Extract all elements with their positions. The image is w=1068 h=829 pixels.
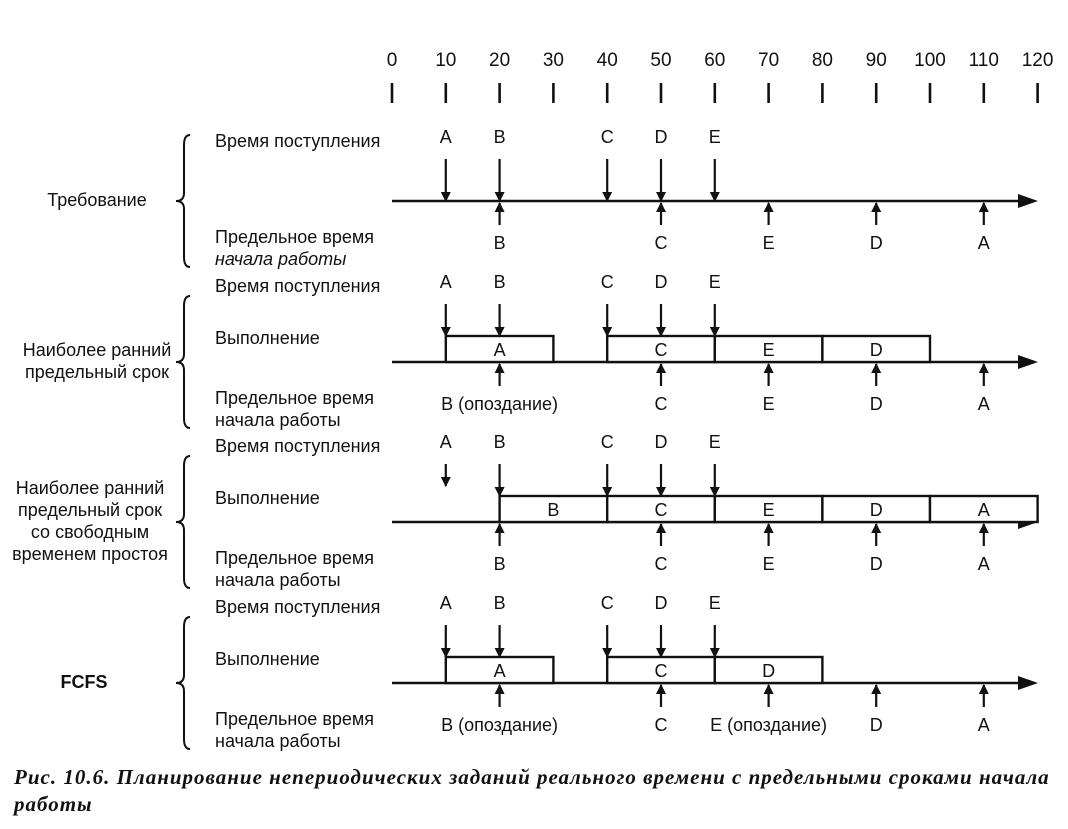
schedule-sections	[12, 127, 1038, 751]
row-label-arrival: Время поступления	[215, 276, 381, 296]
execution-label: D	[762, 661, 776, 681]
arrival-label: D	[654, 432, 668, 452]
arrival-label: C	[600, 272, 614, 292]
arrival-label: D	[654, 272, 668, 292]
execution-label: D	[869, 500, 883, 520]
section-brace	[176, 296, 190, 428]
axis-tick-label: 20	[489, 50, 511, 71]
row-label-deadline: начала работы	[215, 410, 341, 430]
execution-label: E	[762, 500, 775, 520]
row-label-arrival: Время поступления	[215, 597, 381, 617]
section-3	[12, 432, 1038, 590]
arrival-label: D	[654, 127, 668, 147]
group-label: Требование	[47, 190, 147, 210]
deadline-label: B	[493, 554, 506, 574]
arrival-label: A	[439, 127, 452, 147]
arrival-label: E	[708, 593, 721, 613]
execution-label: D	[869, 340, 883, 360]
axis-tick-label: 50	[650, 50, 672, 71]
arrival-label: C	[600, 593, 614, 613]
deadline-label: C	[654, 394, 668, 414]
execution-label: C	[654, 661, 668, 681]
group-label: FCFS	[60, 672, 108, 692]
row-label-arrival: Время поступления	[215, 436, 381, 456]
axis-tick-label: 10	[435, 50, 457, 71]
time-line-arrowhead	[1018, 355, 1038, 369]
row-label-deadline: начала работы	[215, 570, 341, 590]
row-label-deadline: Предельное время	[215, 709, 375, 729]
execution-label: A	[977, 500, 990, 520]
time-axis	[387, 50, 1054, 103]
axis-tick-label: 100	[914, 50, 946, 71]
row-label-execution: Выполнение	[215, 488, 320, 508]
deadline-label: E	[762, 394, 775, 414]
deadline-label: D	[869, 554, 883, 574]
execution-label: E	[762, 340, 775, 360]
arrival-label: B	[493, 432, 506, 452]
section-2	[23, 272, 1038, 430]
group-label: временем простоя	[12, 544, 168, 564]
execution-label: C	[654, 500, 668, 520]
row-label-execution: Выполнение	[215, 328, 320, 348]
execution-label: A	[493, 661, 506, 681]
deadline-label: D	[869, 394, 883, 414]
arrival-label: E	[708, 432, 721, 452]
execution-label: A	[493, 340, 506, 360]
deadline-label: D	[869, 233, 883, 253]
axis-tick-label: 30	[542, 50, 564, 71]
axis-tick-label: 80	[811, 50, 833, 71]
section-brace	[176, 617, 190, 749]
row-label-deadline: Предельное время	[215, 548, 375, 568]
deadline-label: D	[869, 715, 883, 735]
arrival-label: C	[600, 432, 614, 452]
deadline-label: C	[654, 715, 668, 735]
axis-tick-label: 70	[758, 50, 780, 71]
axis-tick-label: 110	[968, 50, 999, 71]
row-label-arrival: Время поступления	[215, 131, 381, 151]
group-label: предельный срок	[18, 500, 162, 520]
execution-label: C	[654, 340, 668, 360]
execution-label: B	[547, 500, 560, 520]
section-brace	[176, 135, 190, 267]
section-1	[47, 127, 1038, 269]
axis-tick-label: 60	[704, 50, 726, 71]
row-label-deadline: Предельное время	[215, 227, 375, 247]
section-brace	[176, 456, 190, 588]
deadline-label: A	[977, 394, 990, 414]
row-label-deadline: Предельное время	[215, 388, 375, 408]
group-label: Наиболее ранний	[22, 340, 172, 360]
deadline-label: A	[977, 554, 990, 574]
group-label: предельный срок	[25, 362, 169, 382]
arrival-label: B	[493, 272, 506, 292]
arrival-label: E	[708, 272, 721, 292]
deadline-label: A	[977, 715, 990, 735]
row-label-execution: Выполнение	[215, 649, 320, 669]
deadline-label: C	[654, 554, 668, 574]
axis-tick-label: 90	[865, 50, 887, 71]
figure-caption: Рис. 10.6. Планирование непериодических заданий реального времени с предельными сроками начала работы	[14, 765, 1050, 816]
lateness-note: B (опоздание)	[441, 394, 559, 414]
axis-tick-label: 120	[1021, 50, 1054, 71]
row-label-deadline: начала работы	[215, 249, 347, 269]
time-line-arrowhead	[1018, 676, 1038, 690]
deadline-label: E	[762, 233, 775, 253]
deadline-label: B	[493, 233, 506, 253]
arrival-label: B	[493, 593, 506, 613]
time-line-arrowhead	[1018, 194, 1038, 208]
row-label-deadline: начала работы	[215, 731, 341, 751]
axis-tick-label: 40	[596, 50, 618, 71]
arrival-label: E	[708, 127, 721, 147]
axis-tick-label: 0	[386, 50, 398, 71]
arrival-label: D	[654, 593, 668, 613]
lateness-note: E (опоздание)	[710, 715, 828, 735]
section-4	[61, 593, 1039, 751]
deadline-label: A	[977, 233, 990, 253]
deadline-label: E	[762, 554, 775, 574]
arrival-label: C	[600, 127, 614, 147]
arrival-label: A	[439, 272, 452, 292]
arrival-label: B	[493, 127, 506, 147]
deadline-label: C	[654, 233, 668, 253]
lateness-note: B (опоздание)	[441, 715, 559, 735]
group-label: со свободным	[30, 522, 150, 542]
arrival-label: A	[439, 593, 452, 613]
group-label: Наиболее ранний	[15, 478, 165, 498]
arrival-label: A	[439, 432, 452, 452]
